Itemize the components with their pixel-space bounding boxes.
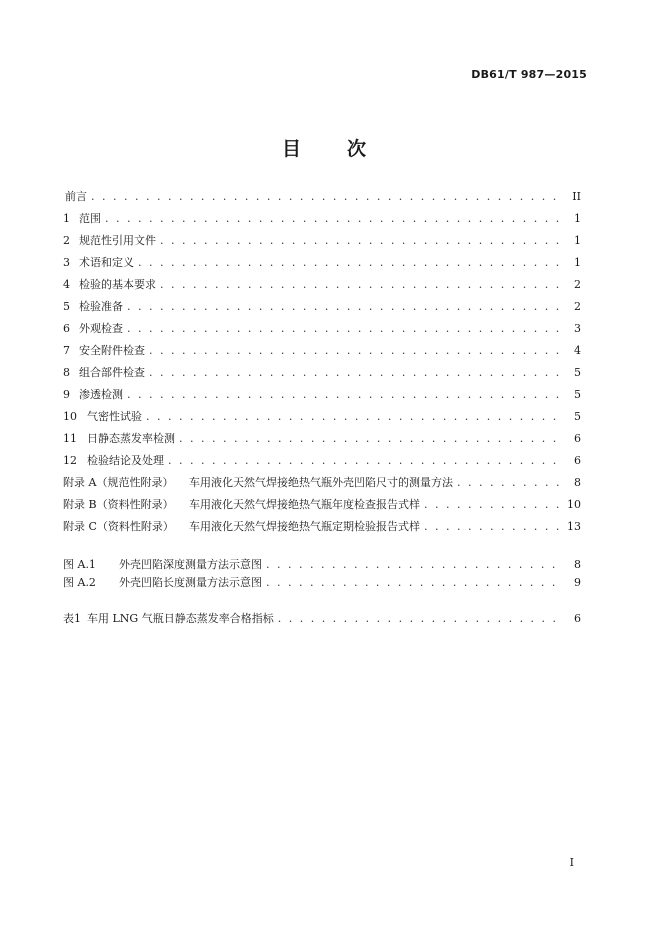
toc-entry-3[interactable] xyxy=(63,254,581,276)
figure-label: 外壳凹陷长度测量方法示意图 xyxy=(119,576,262,589)
figure-list xyxy=(63,556,581,592)
toc-entry-label: 规范性引用文件 xyxy=(79,234,156,247)
appendix-entry-c[interactable] xyxy=(63,518,581,540)
toc-entry-number: 10 xyxy=(63,410,77,423)
appendix-label: 车用液化天然气焊接绝热气瓶定期检验报告式样 xyxy=(189,520,420,533)
toc-entry-page: 1 xyxy=(574,256,581,269)
toc-entry-number: 8 xyxy=(63,366,70,379)
toc-leader xyxy=(105,212,563,225)
toc-entry-page: 6 xyxy=(574,454,581,467)
toc-entry-label: 日静态蒸发率检测 xyxy=(87,432,175,445)
toc-entry-6[interactable] xyxy=(63,320,581,342)
toc-leader xyxy=(91,190,563,203)
toc-list xyxy=(63,188,581,540)
appendix-id: 附录 C（资料性附录） xyxy=(63,520,174,533)
table-entry-1[interactable] xyxy=(63,610,581,632)
figure-page: 8 xyxy=(574,558,581,571)
toc-entry-8[interactable] xyxy=(63,364,581,386)
appendix-page: 13 xyxy=(567,520,581,533)
toc-leader xyxy=(266,576,563,589)
toc-title xyxy=(0,134,648,161)
figure-label: 外壳凹陷深度测量方法示意图 xyxy=(119,558,262,571)
toc-entry-10[interactable] xyxy=(63,408,581,430)
toc-leader xyxy=(266,558,563,571)
appendix-label: 车用液化天然气焊接绝热气瓶外壳凹陷尺寸的测量方法 xyxy=(189,476,453,489)
table-page: 6 xyxy=(574,612,581,625)
toc-leader xyxy=(168,454,563,467)
toc-entry-label: 渗透检测 xyxy=(79,388,123,401)
toc-leader xyxy=(127,300,563,313)
figure-number: 图 A.1 xyxy=(63,558,96,571)
appendix-page: 8 xyxy=(574,476,581,489)
toc-entry-label: 检验准备 xyxy=(79,300,123,313)
page-number: I xyxy=(569,856,574,869)
toc-entry-page: 1 xyxy=(574,212,581,225)
figure-entry-a2[interactable] xyxy=(63,574,581,592)
toc-entry-page: 5 xyxy=(574,388,581,401)
figure-number: 图 A.2 xyxy=(63,576,96,589)
toc-entry-label: 检验的基本要求 xyxy=(79,278,156,291)
toc-leader xyxy=(160,234,563,247)
appendix-entry-b[interactable] xyxy=(63,496,581,518)
toc-entry-number: 9 xyxy=(63,388,70,401)
figure-page: 9 xyxy=(574,576,581,589)
toc-entry-page: 2 xyxy=(574,300,581,313)
toc-entry-4[interactable] xyxy=(63,276,581,298)
appendix-id: 附录 A（规范性附录） xyxy=(63,476,174,489)
toc-entry-5[interactable] xyxy=(63,298,581,320)
toc-entry-label: 安全附件检查 xyxy=(79,344,145,357)
toc-entry-7[interactable] xyxy=(63,342,581,364)
toc-entry-label: 气密性试验 xyxy=(87,410,142,423)
toc-entry-label: 术语和定义 xyxy=(79,256,134,269)
toc-leader xyxy=(149,344,563,357)
toc-entry-number: 7 xyxy=(63,344,70,357)
toc-entry-number: 5 xyxy=(63,300,70,313)
toc-entry-page: 5 xyxy=(574,366,581,379)
toc-entry-label: 组合部件检查 xyxy=(79,366,145,379)
toc-leader xyxy=(424,520,563,533)
toc-leader xyxy=(138,256,563,269)
toc-entry-foreword[interactable] xyxy=(63,188,581,210)
toc-leader xyxy=(179,432,563,445)
toc-entry-page: 4 xyxy=(574,344,581,357)
toc-entry-page: 2 xyxy=(574,278,581,291)
appendix-entry-a[interactable] xyxy=(63,474,581,496)
toc-entry-number: 4 xyxy=(63,278,70,291)
toc-entry-number: 6 xyxy=(63,322,70,335)
toc-leader xyxy=(149,366,563,379)
toc-entry-9[interactable] xyxy=(63,386,581,408)
toc-entry-page: 6 xyxy=(574,432,581,445)
toc-entry-1[interactable] xyxy=(63,210,581,232)
toc-leader xyxy=(424,498,563,511)
toc-entry-number: 3 xyxy=(63,256,70,269)
toc-entry-2[interactable] xyxy=(63,232,581,254)
toc-entry-number: 11 xyxy=(63,432,77,445)
toc-title-char-2: 次 xyxy=(347,138,367,160)
toc-entry-label: 范围 xyxy=(79,212,101,225)
figure-entry-a1[interactable] xyxy=(63,556,581,574)
table-number: 表1 xyxy=(63,612,81,625)
toc-leader xyxy=(457,476,563,489)
toc-entry-number: 2 xyxy=(63,234,70,247)
toc-entry-number: 1 xyxy=(63,212,70,225)
toc-entry-page: 3 xyxy=(574,322,581,335)
toc-entry-12[interactable] xyxy=(63,452,581,474)
table-list xyxy=(63,610,581,632)
toc-leader xyxy=(160,278,563,291)
toc-leader xyxy=(146,410,563,423)
appendix-id: 附录 B（资料性附录） xyxy=(63,498,174,511)
toc-leader xyxy=(127,388,563,401)
toc-entry-11[interactable] xyxy=(63,430,581,452)
toc-entry-page: 5 xyxy=(574,410,581,423)
toc-entry-page: II xyxy=(572,190,581,203)
toc-entry-label: 检验结论及处理 xyxy=(87,454,164,467)
toc-title-char-1: 目 xyxy=(281,138,301,160)
standard-code: DB61/T 987—2015 xyxy=(471,68,587,81)
toc-leader xyxy=(278,612,563,625)
toc-entry-number: 12 xyxy=(63,454,77,467)
toc-entry-label: 前言 xyxy=(65,190,87,203)
table-label: 车用 LNG 气瓶日静态蒸发率合格指标 xyxy=(87,612,274,625)
appendix-page: 10 xyxy=(567,498,581,511)
appendix-label: 车用液化天然气焊接绝热气瓶年度检查报告式样 xyxy=(189,498,420,511)
toc-entry-label: 外观检查 xyxy=(79,322,123,335)
toc-entry-page: 1 xyxy=(574,234,581,247)
toc-leader xyxy=(127,322,563,335)
